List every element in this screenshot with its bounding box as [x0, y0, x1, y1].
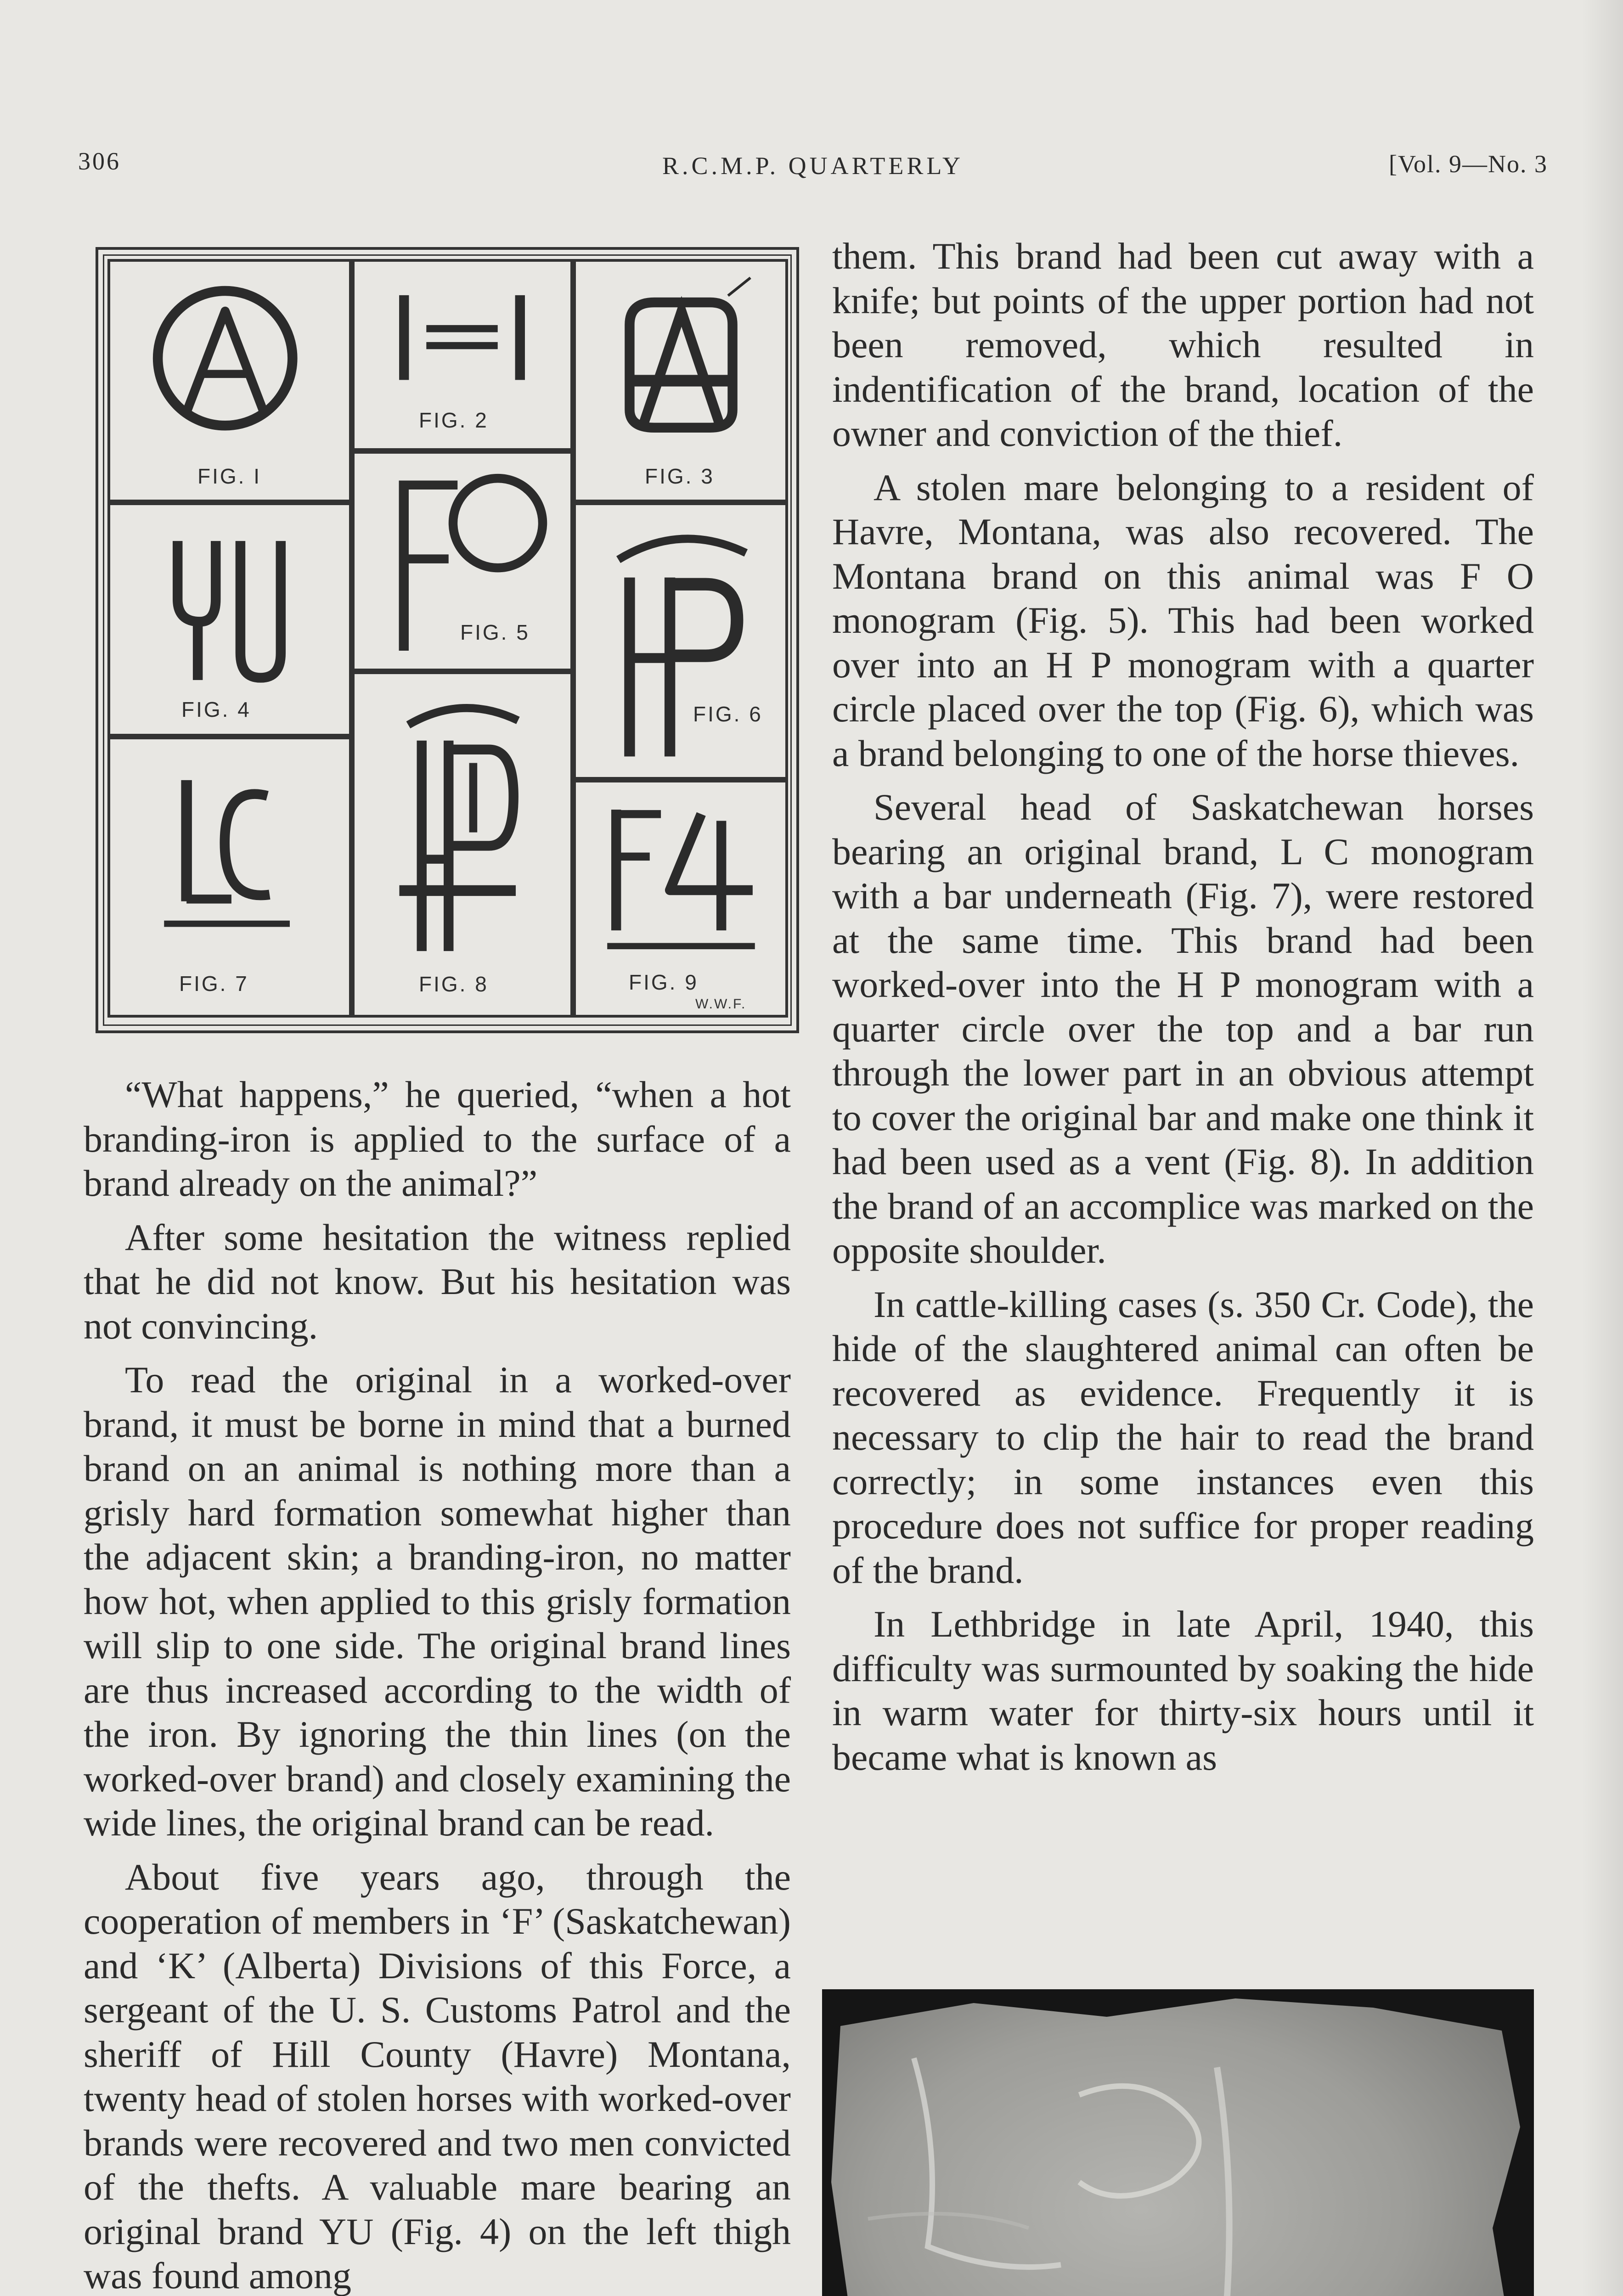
- paragraph: To read the original in a worked-over brand, it must be borne in mind that a burned brand on an animal is nothing more than a grisly hard formation somewhat higher than the adjacent skin; a branding-iron, no matter how hot, when applied to this grisly formation will slip to one side. The original brand lines are thus increased according to the width of the iron. By ignoring the thin lines (on the worked-over brand) and closely examining the wide lines, the original brand can be read.: [84, 1359, 791, 1844]
- journal-title: R.C.M.P. QUARTERLY: [662, 152, 964, 180]
- figure-8: [352, 671, 573, 1018]
- figure-caption: FIG. 3: [645, 464, 715, 488]
- figure-caption: FIG. 6: [693, 702, 763, 726]
- figure-7: [107, 737, 352, 1018]
- paragraph: After some hesitation the witness replied that he did not know. But his hesitation was not convincing.: [84, 1216, 791, 1347]
- figure-6: [573, 502, 788, 780]
- volume-label: [Vol. 9—No. 3: [1388, 150, 1548, 178]
- right-text-column: [832, 234, 1534, 1789]
- figure-3: [573, 259, 788, 502]
- figure-9: [573, 780, 788, 1018]
- figure-caption: FIG. I: [197, 464, 261, 488]
- figure-2: [352, 259, 573, 451]
- page-number: 306: [78, 147, 121, 175]
- figure-1: [107, 259, 352, 502]
- figure-caption: FIG. 7: [179, 972, 249, 996]
- hide-photograph: [822, 1989, 1534, 2296]
- paragraph: In cattle-killing cases (s. 350 Cr. Code), the hide of the slaughtered animal can often be recovered as evidence. Frequently it is necessary to clip the hair to read the brand correctly; in some instances even this procedure does not suffice for proper reading of the brand.: [832, 1283, 1534, 1591]
- left-text-column: [84, 1073, 791, 2296]
- hp-worked-over-brand-icon: [355, 674, 570, 1015]
- figure-caption: FIG. 8: [419, 972, 489, 996]
- figure-5: [352, 451, 573, 671]
- figure-4: [107, 502, 352, 737]
- figure-caption: FIG. 2: [419, 408, 489, 432]
- soaked-hide-photo: [822, 1989, 1534, 2296]
- figure-caption: FIG. 5: [460, 620, 530, 644]
- figure-caption: FIG. 4: [181, 698, 251, 721]
- paragraph: Several head of Saskatchewan horses bearing an original brand, L C monogram with a bar underneath (Fig. 7), were restored at the same time. This brand had been worked-over into the H P monogram with a quarter circle over the top and a bar run through the lower part in an obvious attempt to cover the original bar and make one think it had been used as a vent (Fig. 8). In addition the brand of an accomplice was marked on the opposite shoulder.: [832, 786, 1534, 1271]
- paragraph: “What happens,” he queried, “when a hot branding-iron is applied to the surface of a brand already on the animal?”: [84, 1074, 791, 1204]
- running-header: [78, 143, 1548, 185]
- page-edge-shadow: [1582, 0, 1623, 2296]
- paragraph: A stolen mare belonging to a resident of Havre, Montana, was also recovered. The Montana brand on this animal was F O monogram (Fig. 5). This had been worked over into an H P monogram with a quarter circle placed over the top (Fig. 6), which was a brand belonging to one of the horse thieves.: [832, 466, 1534, 774]
- artist-initials: W.W.F.: [695, 996, 747, 1012]
- paragraph: them. This brand had been cut away with a knife; but points of the upper portion had not been removed, which resulted in indentification of the brand, location of the owner and conviction of the thief.: [832, 235, 1534, 454]
- brand-figures-plate: [96, 247, 799, 1033]
- paragraph: About five years ago, through the cooperation of members in ‘F’ (Saskatchewan) and ‘K’ (Alberta) Divisions of this Force, a sergeant of the U. S. Customs Patrol and the sheriff of Hill County (Havre) Montana, twenty head of stolen horses with worked-over brands were recovered and two men convicted of the thefts. A valuable mare bearing an original brand YU (Fig. 4) on the left thigh was found among: [84, 1856, 791, 2296]
- figure-caption: FIG. 9: [629, 970, 699, 994]
- hp-quarter-circle-brand-icon: [576, 505, 785, 777]
- paragraph: In Lethbridge in late April, 1940, this difficulty was surmounted by soaking the hide in warm water for thirty-six hours until it became what is known as: [832, 1603, 1534, 1778]
